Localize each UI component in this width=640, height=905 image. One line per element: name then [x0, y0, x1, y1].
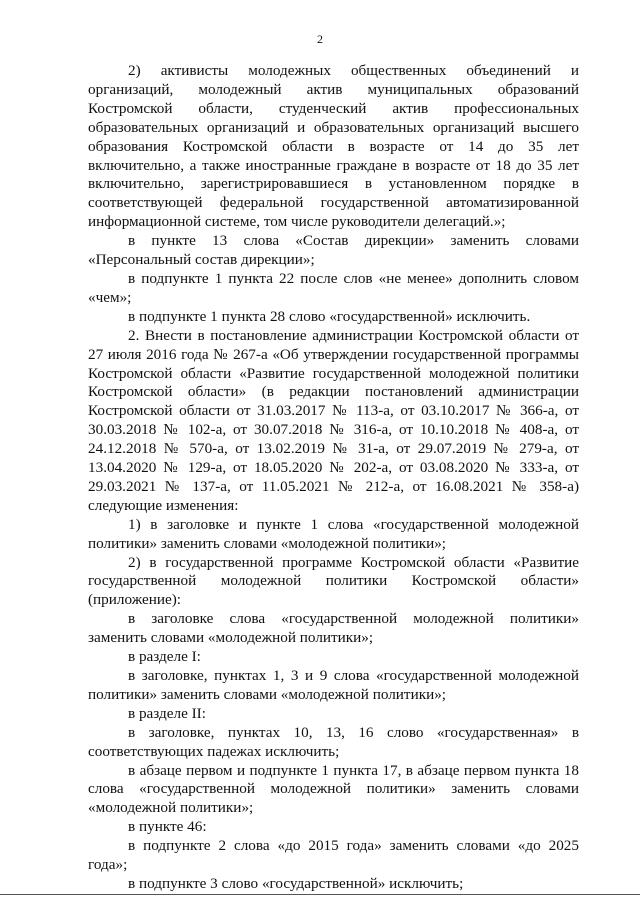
paragraph-item-2-activists: 2) активисты молодежных общественных объединений и организаций, молодежный актив муниципальных образований Костромской области, студенческий актив профессиональных образовательных организаций и образовательных организаций высшего образования Костромской области в возрасте от 14 до 35 лет включительно, а также иностранные граждане в возрасте от 18 до 35 лет включительно, зарегистрировавшиеся в установленном порядке в соответствующей федеральной государственной автоматизированной информационной системе, том числе руководители делегаций.»;: [88, 62, 579, 231]
paragraph-subpoint-2: в подпункте 2 слова «до 2015 года» заменить словами «до 2025 года»;: [88, 837, 579, 874]
page-bottom-rule: [0, 894, 640, 895]
paragraph-section-2: в разделе II:: [128, 704, 206, 722]
paragraph-point-28: в подпункте 1 пункта 28 слово «государственной» исключить.: [128, 307, 531, 325]
paragraph-point-13: в пункте 13 слова «Состав дирекции» заменить словами «Персональный состав дирекции»;: [88, 232, 579, 269]
paragraph-point-46: в пункте 46:: [128, 818, 207, 836]
paragraph-amendment-2: 2. Внести в постановление администрации Костромской области от 27 июля 2016 года № 267-а «Об утверждении государственной программы Костромской области «Развитие государственной молодежной политики Костромской области» (в редакции постановлений администрации Костромской области от 31.03.2017 № 113-а, от 03.10.2017 № 366-а, от 30.03.2018 № 102-а, от 30.07.2018 № 316-а, от 10.10.2018 № 408-а, от 24.12.2018 № 570-а, от 13.02.2019 № 31-а, от 29.07.2019 № 279-а, от 13.04.2020 № 129-а, от 18.05.2020 № 202-а, от 03.08.2020 № 333-а, от 29.03.2021 № 137-а, от 11.05.2021 № 212-а, от 16.08.2021 № 358-а) следующие изменения:: [88, 326, 579, 514]
document-body: [88, 62, 579, 894]
paragraph-section-2-changes: в заголовке, пунктах 10, 13, 16 слово «государственная» в соответствующих падежах исключить;: [88, 723, 579, 760]
page-number: 2: [317, 32, 323, 46]
paragraph-change-2: 2) в государственной программе Костромской области «Развитие государственной молодежной политики Костромской области» (приложение):: [88, 553, 579, 609]
paragraph-subpoint-3: в подпункте 3 слово «государственной» исключить;: [128, 874, 464, 892]
paragraph-points-17-18: в абзаце первом и подпункте 1 пункта 17, в абзаце первом пункта 18 слова «государственной молодежной политики» заменить словами «молодежной политики»;: [88, 761, 579, 817]
paragraph-section-1: в разделе I:: [128, 648, 201, 666]
paragraph-point-22: в подпункте 1 пункта 22 после слов «не менее» дополнить словом «чем»;: [88, 269, 579, 306]
paragraph-change-1: 1) в заголовке и пункте 1 слова «государственной молодежной политики» заменить словами «молодежной политики»;: [88, 515, 579, 552]
paragraph-heading-words: в заголовке слова «государственной молодежной политики» заменить словами «молодежной политики»;: [88, 610, 579, 647]
paragraph-section-1-changes: в заголовке, пунктах 1, 3 и 9 слова «государственной молодежной политики» заменить словами «молодежной политики»;: [88, 667, 579, 703]
